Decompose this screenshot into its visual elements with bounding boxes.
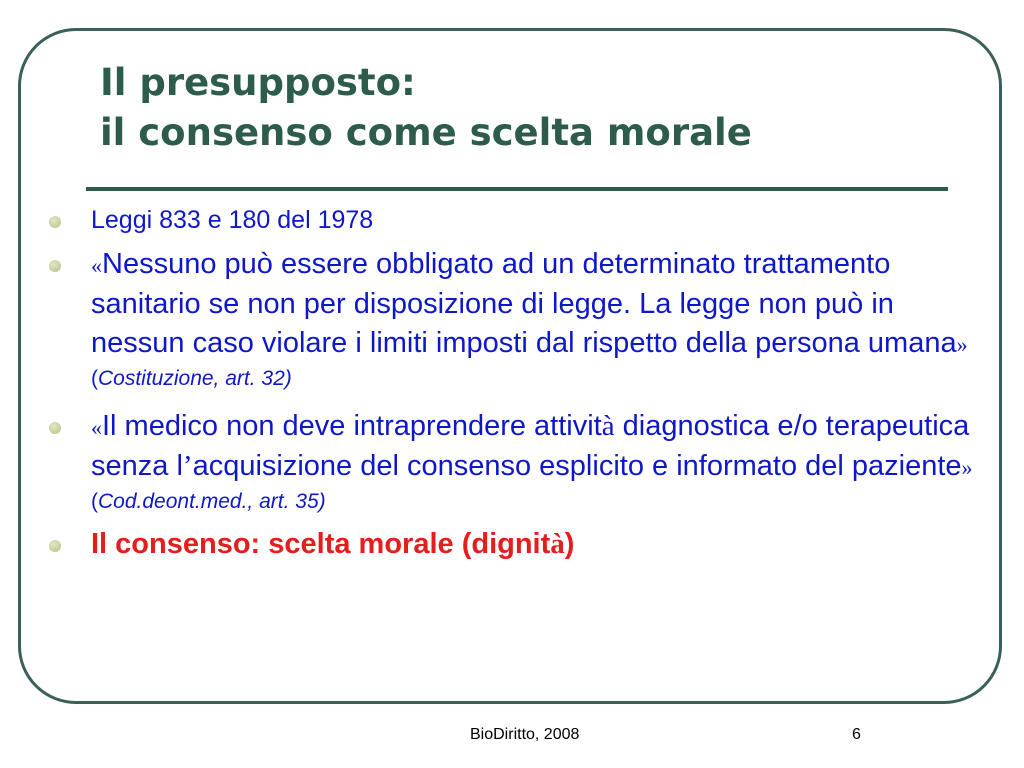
citation bbox=[91, 364, 976, 393]
title-line-2: il consenso come scelta morale bbox=[100, 111, 752, 154]
bullet-text: Nessuno può essere obbligato ad un determinato trattamento sanitario se non per disposizione di legge. La legge non può in nessun caso violare i limiti imposti dal rispetto della persona umana bbox=[91, 248, 957, 359]
title-line-1: Il presupposto: bbox=[100, 61, 416, 104]
bullet-dot-icon bbox=[49, 216, 61, 228]
bullet-dot-icon bbox=[49, 540, 61, 552]
title-divider bbox=[86, 187, 948, 191]
page-number: 6 bbox=[852, 726, 861, 743]
bullet-text-part-1: Il consenso: scelta morale (dignit bbox=[91, 528, 551, 560]
bullet-item-laws bbox=[46, 204, 976, 236]
quote-close: » bbox=[961, 455, 973, 480]
quote-open: « bbox=[91, 253, 102, 278]
bullet-item-consent-dignity bbox=[46, 525, 976, 564]
bullet-text: Leggi 833 e 180 del 1978 bbox=[91, 206, 374, 234]
quote-open: « bbox=[91, 415, 102, 440]
bullet-list bbox=[46, 204, 976, 564]
citation-source: Costituzione, art. 32) bbox=[98, 367, 292, 390]
citation-source: Cod.deont.med., art. 35) bbox=[98, 490, 326, 513]
bullet-text-part-2: diagnostica e/o terapeutica senza l bbox=[91, 410, 970, 482]
bullet-text-part-2: ) bbox=[564, 528, 575, 560]
bullet-text-part-1: Il medico non deve intraprendere attivit bbox=[102, 410, 602, 442]
bullet-item-deontology-quote bbox=[46, 407, 976, 516]
bullet-item-constitution-quote bbox=[46, 245, 976, 393]
bullet-dot-icon bbox=[49, 422, 61, 434]
quote-close: » bbox=[956, 332, 968, 357]
accented-char: à bbox=[601, 410, 615, 442]
bullet-text-part-3: acquisizione del consenso esplicito e informato del paziente bbox=[192, 450, 962, 482]
apostrophe: ’ bbox=[182, 450, 193, 482]
citation-open-paren: ( bbox=[91, 367, 98, 390]
accented-char: à bbox=[550, 528, 565, 560]
bullet-dot-icon bbox=[49, 260, 61, 272]
slide-title bbox=[100, 58, 752, 158]
citation bbox=[91, 487, 976, 516]
citation-open-paren: ( bbox=[91, 490, 98, 513]
footer-text: BioDiritto, 2008 bbox=[470, 726, 580, 743]
